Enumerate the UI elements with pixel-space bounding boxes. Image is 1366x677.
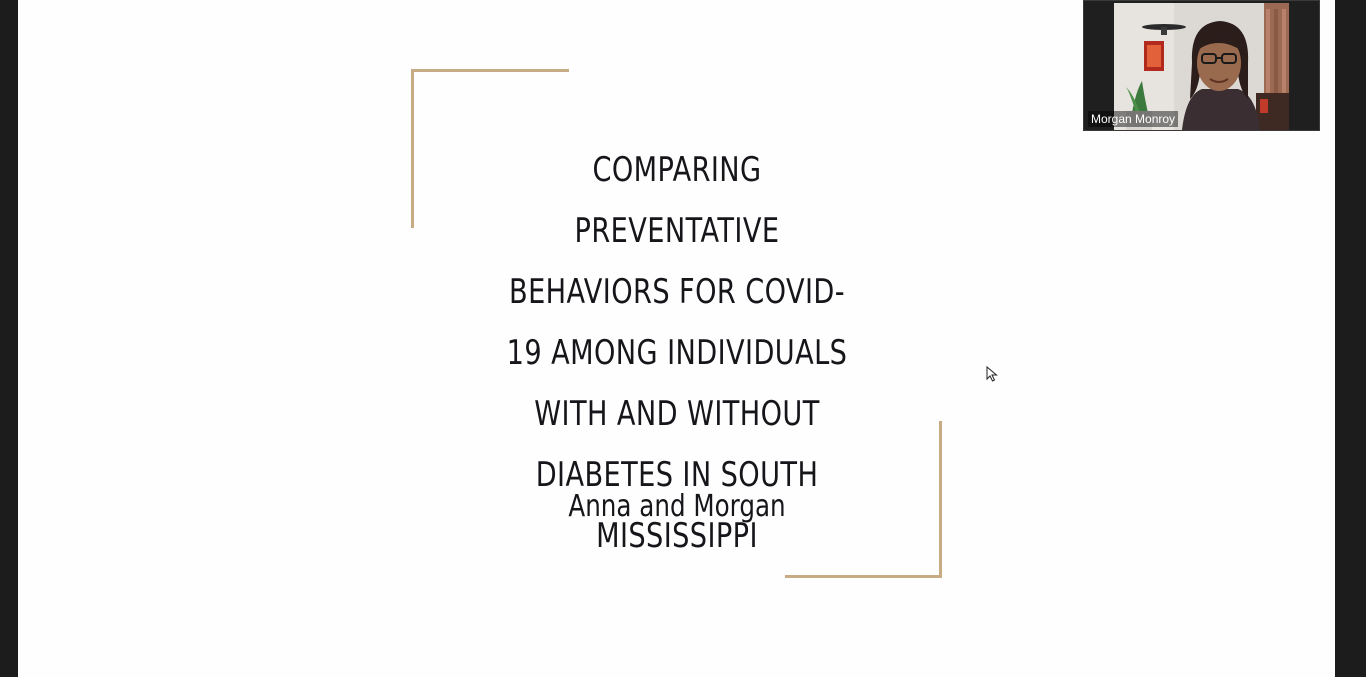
mouse-pointer-icon: [986, 366, 998, 382]
participant-name-label: Morgan Monroy: [1088, 111, 1178, 127]
slide-title: COMPARING PREVENTATIVE BEHAVIORS FOR COVID-19 AMONG INDIVIDUALS WITH AND WITHOUT DIABETES IN SOUTH MISSISSIPPI: [506, 150, 848, 556]
slide-subtitle: Anna and Morgan: [568, 489, 786, 524]
participant-video-tile[interactable]: [1083, 0, 1320, 131]
